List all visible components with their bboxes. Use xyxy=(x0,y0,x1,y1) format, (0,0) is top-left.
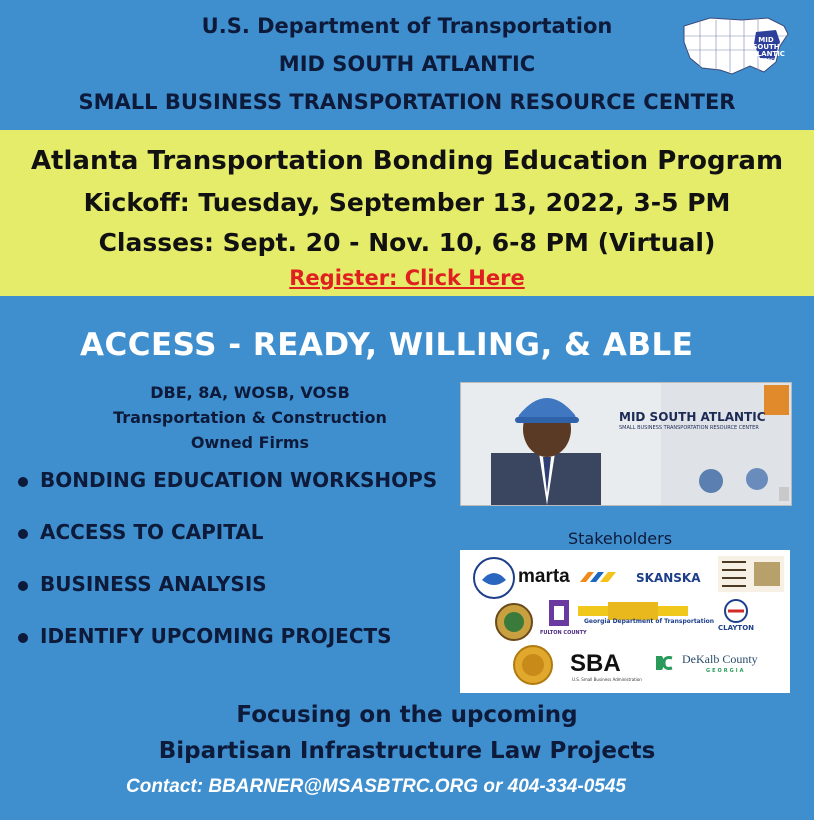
usa-map-logo xyxy=(680,12,792,84)
bullet-icon xyxy=(18,633,28,643)
bullet-item xyxy=(18,572,267,596)
sba-sublabel: U.S. Small Business Administration xyxy=(572,677,642,682)
dekalb-logo: DeKalb County xyxy=(682,652,758,666)
cobb-county-seal-icon xyxy=(512,644,554,686)
bullet-item xyxy=(18,624,392,648)
dept-title: U.S. Department of Transportation xyxy=(201,14,613,38)
bullet-icon xyxy=(18,477,28,487)
focus-line-2: Bipartisan Infrastructure Law Projects xyxy=(158,738,656,764)
bullet-text: IDENTIFY UPCOMING PROJECTS xyxy=(40,624,392,648)
kickoff-text: Kickoff: Tuesday, September 13, 2022, 3-5 PM xyxy=(83,188,731,217)
promo-photo xyxy=(460,382,792,506)
bullet-text: ACCESS TO CAPITAL xyxy=(40,520,264,544)
program-title: Atlanta Transportation Bonding Education Program xyxy=(30,146,784,176)
eligibility-line-2: Transportation & Construction xyxy=(113,408,387,427)
register-link[interactable]: Register: Click Here xyxy=(289,266,525,290)
center-title: SMALL BUSINESS TRANSPORTATION RESOURCE CENTER xyxy=(78,90,736,114)
map-logo-text-4: SBTRC xyxy=(757,58,775,64)
stakeholders-label: Stakeholders xyxy=(568,529,673,548)
region-title: MID SOUTH ATLANTIC xyxy=(278,52,536,76)
clayton-label: CLAYTON xyxy=(718,624,754,632)
stakeholder-logos xyxy=(460,550,790,693)
focus-line-1: Focusing on the upcoming xyxy=(236,702,578,728)
photo-title: MID SOUTH ATLANTIC xyxy=(619,410,766,424)
map-logo-text-1: MID xyxy=(758,36,774,44)
skanska-logo: SKANSKA xyxy=(636,571,701,585)
dekalb-dc-icon xyxy=(654,654,674,672)
photo-subtitle: SMALL BUSINESS TRANSPORTATION RESOURCE CENTER xyxy=(619,425,759,431)
bullet-item xyxy=(18,520,264,544)
header-banner xyxy=(0,0,814,130)
contact-info: Contact: BBARNER@MSASBTRC.ORG or 404-334-0545 xyxy=(126,776,626,797)
sba-logo: SBA xyxy=(570,650,621,677)
marta-stripes-icon xyxy=(578,570,618,584)
atlanta-chamber-logo-icon xyxy=(718,556,784,592)
county-seal-icon xyxy=(494,602,534,642)
map-logo-text-3: ATLANTIC xyxy=(747,50,785,58)
dekalb-sublabel: GEORGIA xyxy=(706,668,746,674)
fulton-county-label: FULTON COUNTY xyxy=(540,630,587,636)
clayton-logo-icon xyxy=(722,598,750,624)
bullet-item xyxy=(18,468,437,492)
eligibility-line-1: DBE, 8A, WOSB, VOSB xyxy=(150,383,350,402)
fulton-county-icon xyxy=(546,598,572,628)
workers-photo-illustration xyxy=(461,383,791,505)
bullet-icon xyxy=(18,581,28,591)
marta-logo: marta xyxy=(518,566,570,587)
usdot-seal-icon xyxy=(472,556,516,600)
map-logo-text-2: SOUTH xyxy=(752,43,780,51)
eligibility-line-3: Owned Firms xyxy=(190,433,310,452)
bullet-icon xyxy=(18,529,28,539)
classes-text: Classes: Sept. 20 - Nov. 10, 6-8 PM (Virtual) xyxy=(98,228,716,257)
gdot-label: Georgia Department of Transportation xyxy=(584,618,715,625)
bullet-text: BONDING EDUCATION WORKSHOPS xyxy=(40,468,438,492)
access-heading: ACCESS - READY, WILLING, & ABLE xyxy=(80,327,694,363)
bullet-text: BUSINESS ANALYSIS xyxy=(40,572,267,596)
